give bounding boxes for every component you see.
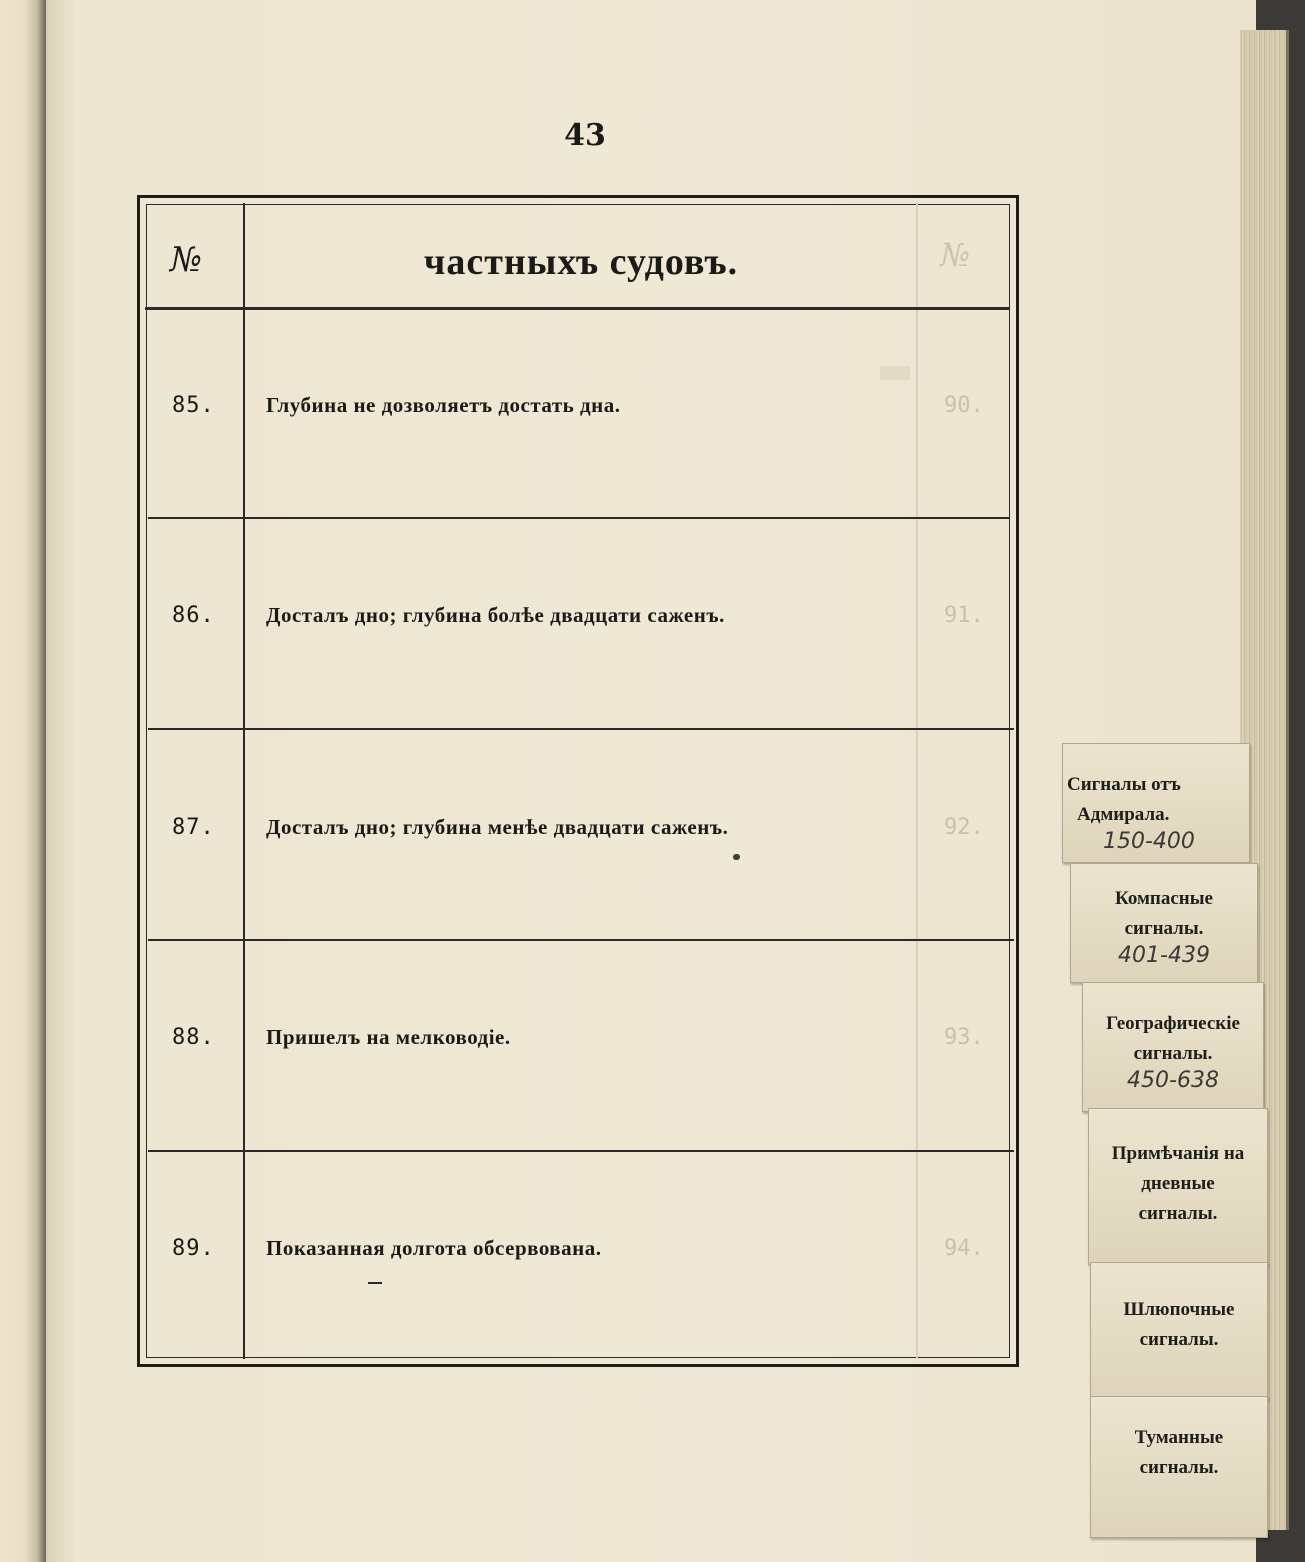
book-spine-edge <box>0 0 46 1562</box>
index-tab-fog-signals[interactable] <box>1090 1396 1268 1538</box>
index-tab-compass-signals[interactable] <box>1070 863 1258 983</box>
tab-label: Адмирала. <box>1077 804 1170 825</box>
tab-label: Туманные <box>1134 1427 1224 1448</box>
show-through-column-line <box>916 203 918 1359</box>
row-text: Досталъ дно; глубина болѣе двадцати саженъ. <box>266 603 725 627</box>
tab-label: сигналы. <box>1139 1329 1219 1350</box>
page-number: 43 <box>564 118 606 153</box>
row-separator <box>148 517 1010 519</box>
tab-label: сигналы. <box>1124 918 1204 939</box>
row-text: Показанная долгота обсервована. <box>266 1236 602 1260</box>
tab-label: Шлюпочные <box>1123 1299 1235 1320</box>
row-number: 85. <box>172 393 215 418</box>
row-number: 89. <box>172 1236 215 1261</box>
row-separator <box>148 728 1014 730</box>
row-text: Пришелъ на мелководіе. <box>266 1025 511 1049</box>
printed-dash-mark <box>368 1282 382 1284</box>
index-tab-admiral-signals[interactable] <box>1062 743 1250 863</box>
number-column-divider <box>243 203 245 1359</box>
show-through-number-symbol: № <box>940 236 971 274</box>
header-separator <box>145 307 1010 310</box>
tab-label: сигналы. <box>1133 1043 1213 1064</box>
tab-handwritten-range: 401-439 <box>1118 943 1210 968</box>
tab-label: дневные <box>1141 1173 1215 1194</box>
tab-label: Примѣчанія на <box>1111 1143 1245 1164</box>
index-tab-boat-signals[interactable] <box>1090 1262 1268 1400</box>
row-number: 86. <box>172 603 215 628</box>
show-through-row-number: 90. <box>944 393 984 418</box>
tab-label: Сигналы отъ <box>1067 774 1181 795</box>
index-tab-day-signal-notes[interactable] <box>1088 1108 1268 1265</box>
show-through-row-number: 91. <box>944 603 984 628</box>
row-number: 87. <box>172 815 215 840</box>
row-text: Глубина не дозволяетъ достать дна. <box>266 393 621 417</box>
row-separator <box>148 1150 1014 1152</box>
row-separator <box>148 939 1014 941</box>
number-column-header: № <box>170 240 203 280</box>
show-through-row-number: 92. <box>944 815 984 840</box>
table-title: частныхъ судовъ. <box>423 241 739 283</box>
tab-handwritten-range: 150-400 <box>1103 829 1195 854</box>
show-through-row-number: 94. <box>944 1236 984 1261</box>
show-through-row-number: 93. <box>944 1025 984 1050</box>
row-text: Досталъ дно; глубина менѣе двадцати саженъ. <box>266 815 729 839</box>
show-through-text <box>880 366 910 380</box>
ink-speck <box>733 854 740 860</box>
tab-label: Географическіе <box>1106 1013 1240 1034</box>
tab-label: сигналы. <box>1138 1203 1218 1224</box>
index-tab-geographic-signals[interactable] <box>1082 982 1264 1112</box>
tab-handwritten-range: 450-638 <box>1127 1068 1219 1093</box>
row-number: 88. <box>172 1025 215 1050</box>
tab-label: Компасные <box>1114 888 1213 909</box>
tab-label: сигналы. <box>1139 1457 1219 1478</box>
